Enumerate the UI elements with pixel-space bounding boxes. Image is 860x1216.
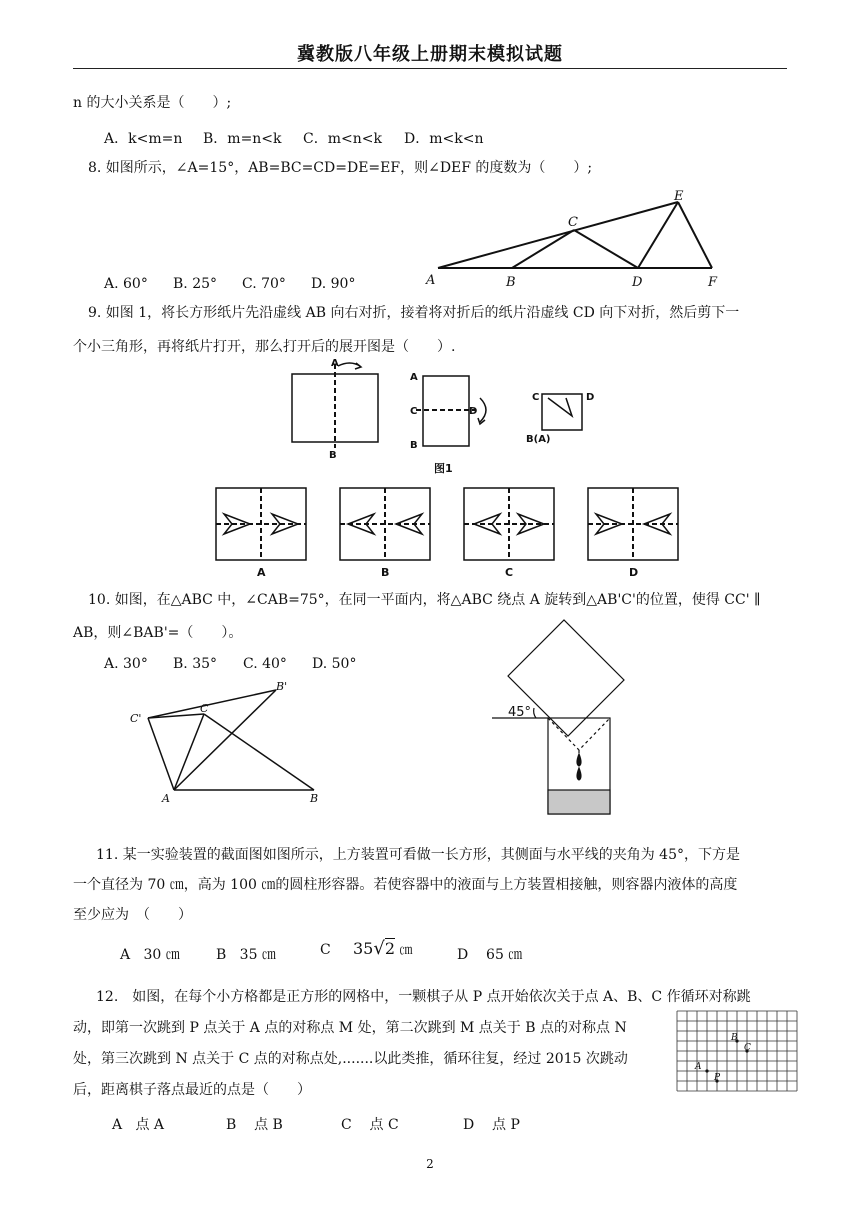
page-number: 2 xyxy=(426,1157,434,1171)
q9-fig2-label-d: D xyxy=(469,406,478,417)
q11-line-1: 11. 某一实验装置的截面图如图所示，上方装置可看做一长方形，其侧面与水平线的夹角为 45°，下方是 xyxy=(96,847,740,863)
q9-choice-label-a: A xyxy=(257,566,266,579)
q9-fig2-label-b: B xyxy=(410,440,418,451)
q11-line-2: 一个直径为 70 ㎝，高为 100 ㎝的圆柱形容器。若使容器中的液面与上方装置相接触，则容器内液体的高度 xyxy=(73,877,738,893)
q12-grid-label-p: P xyxy=(714,1073,721,1083)
q9-figure-1 xyxy=(280,358,610,480)
q12-line-1: 12. 如图，在每个小方格都是正方形的网格中，一颗棋子从 P 点开始依次关于点 A、B、C 作循环对称跳 xyxy=(96,989,751,1005)
q9-line-2: 个小三角形，再将纸片打开，那么打开后的展开图是（ ）. xyxy=(73,339,456,355)
liquid-level xyxy=(548,790,610,814)
q8-option-d: D. 90° xyxy=(311,276,356,292)
q9-fig1-label-a: A xyxy=(331,358,339,369)
q12-option-d-value: 点 P xyxy=(492,1117,520,1133)
q11-option-b-letter: B xyxy=(216,947,227,963)
q12-option-d xyxy=(463,1114,520,1134)
q9-choice-label-b: B xyxy=(381,566,390,579)
q12-line-3: 处，第三次跳到 N 点关于 C 点的对称点处,.......以此类推，循环往复，经过 2015 次跳动 xyxy=(73,1051,628,1067)
q12-option-b xyxy=(226,1114,283,1134)
q8-label-a: A xyxy=(426,273,436,288)
q11-option-d xyxy=(457,944,522,964)
q11-option-b xyxy=(216,944,276,964)
q8-figure xyxy=(420,188,730,288)
sqrt-symbol: √ xyxy=(373,938,385,959)
q12-option-d-letter: D xyxy=(463,1117,475,1133)
q8-stem: 8. 如图所示，∠A=15°，AB=BC=CD=DE=EF，则∠DEF 的度数为（ ）; xyxy=(88,160,593,176)
q10-label-c: C xyxy=(200,702,209,715)
q12-option-b-value: 点 B xyxy=(254,1117,283,1133)
q11-option-c-radicand: 2 xyxy=(384,939,396,958)
q9-fig3-label-c: C xyxy=(532,392,540,403)
q8-option-b: B. 25° xyxy=(173,276,218,292)
q11-option-a-letter: A xyxy=(120,947,131,963)
q11-option-d-value: 65 ㎝ xyxy=(486,947,523,963)
q9-line-1: 9. 如图 1，将长方形纸片先沿虚线 AB 向右对折，接着将对折后的纸片沿虚线 CD 向下对折，然后剪下一 xyxy=(88,305,740,321)
q9-choice-label-d: D xyxy=(629,566,639,579)
header-rule xyxy=(73,68,787,69)
q8-label-d: D xyxy=(632,275,643,290)
q10-figure xyxy=(126,680,336,804)
q10-label-a: A xyxy=(162,792,170,805)
q10-label-cprime: C' xyxy=(130,712,142,725)
q12-grid-figure xyxy=(677,1011,799,1093)
q10-label-b: B xyxy=(310,792,319,805)
q10-option-c: C. 40° xyxy=(243,656,287,672)
q8-label-b: B xyxy=(506,275,516,290)
q12-line-4: 后，距离棋子落点最近的点是（ ） xyxy=(73,1082,311,1098)
q10-option-b: B. 35° xyxy=(173,656,218,672)
page-header-title: 冀教版八年级上册期末模拟试题 xyxy=(297,44,563,65)
q12-option-a-letter: A xyxy=(112,1117,123,1133)
q11-option-a xyxy=(120,944,180,964)
q12-grid-label-c: C xyxy=(744,1043,751,1053)
q9-choice-label-c: C xyxy=(505,566,514,579)
q9-answer-figures xyxy=(212,486,672,582)
q10-line-1: 10. 如图，在△ABC 中，∠CAB=75°，在同一平面内，将△ABC 绕点 A 旋转到△AB'C'的位置，使得 CC' ∥ xyxy=(88,592,761,608)
q11-option-d-letter: D xyxy=(457,947,469,963)
q8-label-c: C xyxy=(568,215,578,230)
q7-continuation: n 的大小关系是（ ）; xyxy=(73,95,232,111)
q9-fig3-label-d: D xyxy=(586,392,595,403)
q8-label-e: E xyxy=(674,189,684,204)
q12-option-b-letter: B xyxy=(226,1117,237,1133)
q9-fig1-label-b: B xyxy=(329,450,337,461)
q7-option-c: C．m<n<k xyxy=(303,131,382,147)
q11-option-c xyxy=(320,938,412,959)
q12-line-2: 动，即第一次跳到 P 点关于 A 点的对称点 M 处，第二次跳到 M 点关于 B 点的对称点 N xyxy=(73,1020,627,1036)
q10-line-2: AB，则∠BAB'=（ ）。 xyxy=(73,625,243,641)
q9-figure-caption: 图1 xyxy=(434,462,453,475)
q12-grid-label-b: B xyxy=(731,1033,738,1043)
q11-option-b-value: 35 ㎝ xyxy=(239,947,276,963)
q12-option-c xyxy=(341,1114,399,1134)
q11-option-c-unit: ㎝ xyxy=(399,943,413,958)
q10-option-d: D. 50° xyxy=(312,656,357,672)
q8-option-c: C. 70° xyxy=(242,276,286,292)
q9-fig2-label-a: A xyxy=(410,372,418,383)
q11-option-a-value: 30 ㎝ xyxy=(143,947,180,963)
q12-option-a xyxy=(112,1114,164,1134)
q11-option-c-coef: 35 xyxy=(352,939,374,958)
q12-option-c-letter: C xyxy=(341,1117,352,1133)
q9-fig2-label-c: C xyxy=(410,406,418,417)
q8-label-f: F xyxy=(708,275,718,290)
q7-option-b: B．m=n<k xyxy=(203,131,282,147)
q11-angle-label: 45° xyxy=(508,705,532,720)
q8-option-a: A. 60° xyxy=(104,276,148,292)
q11-option-c-letter: C xyxy=(320,942,331,958)
q10-label-bprime: B' xyxy=(276,680,288,693)
q12-option-c-value: 点 C xyxy=(369,1117,399,1133)
q10-option-a: A. 30° xyxy=(104,656,148,672)
q12-grid-label-a: A xyxy=(695,1062,702,1072)
q11-apparatus-figure xyxy=(488,604,634,816)
q12-option-a-value: 点 A xyxy=(135,1117,165,1133)
q11-line-3: 至少应为 （ ） xyxy=(73,907,192,923)
q7-option-a: A．k<m=n xyxy=(104,131,183,147)
q7-option-d: D．m<k<n xyxy=(404,131,484,147)
q9-fig3-label-ba: B(A) xyxy=(526,434,551,445)
